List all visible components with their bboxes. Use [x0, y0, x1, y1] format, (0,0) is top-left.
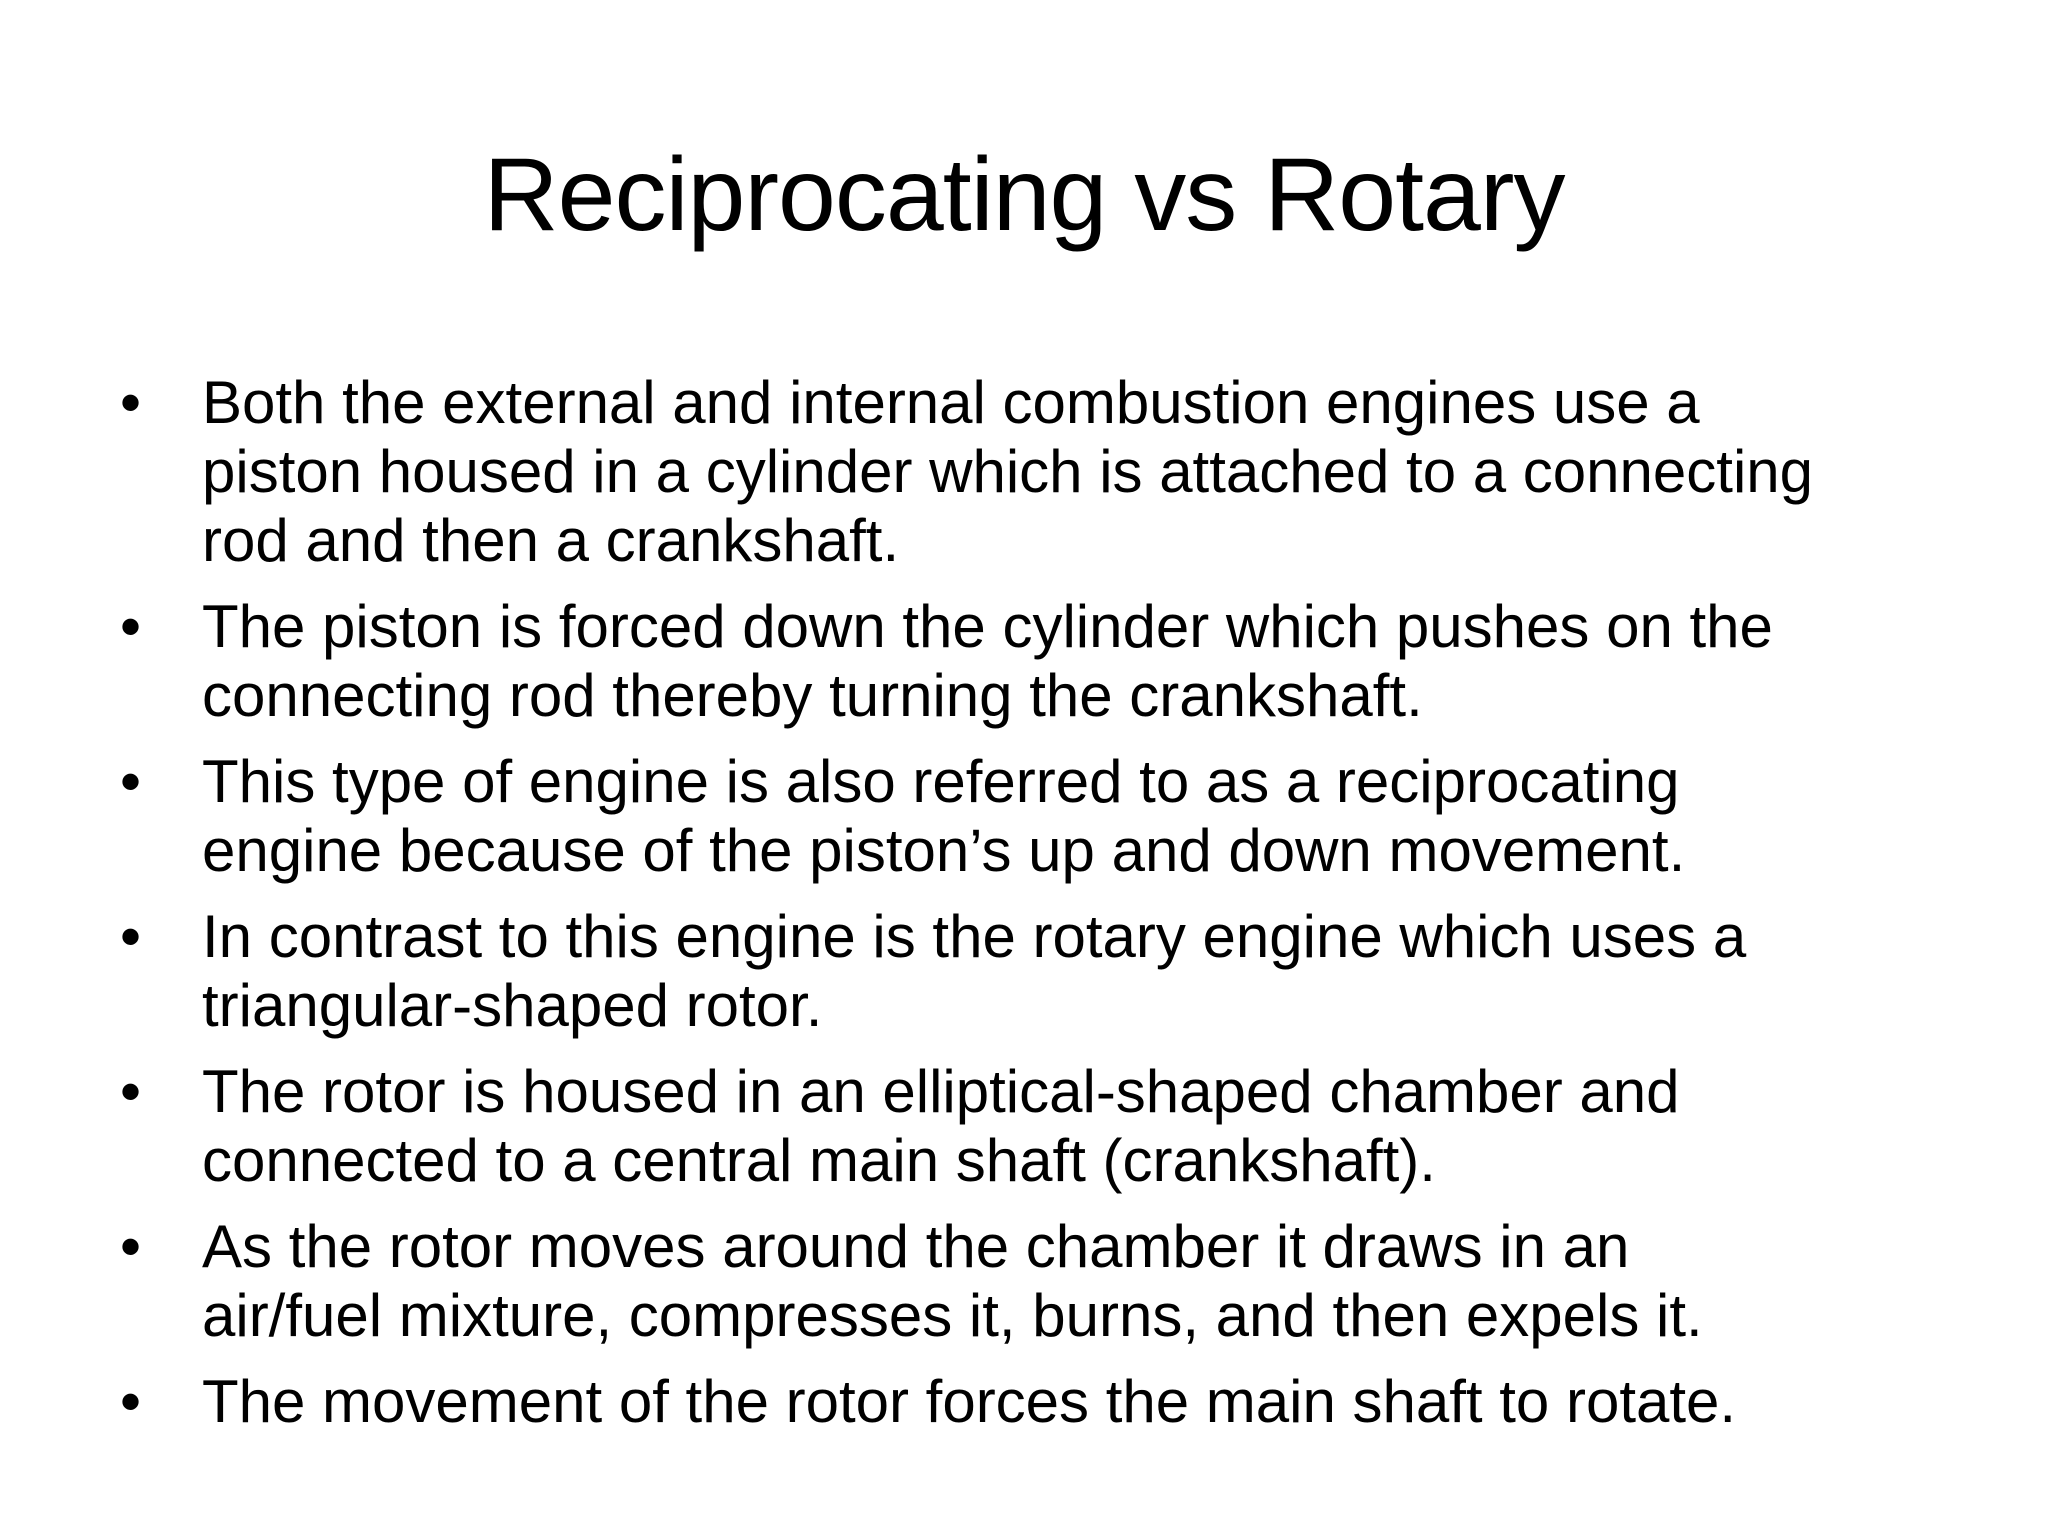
bullet-item [120, 592, 2000, 730]
bullet-dot-icon: • [120, 748, 142, 815]
bullet-text-line: As the rotor moves around the chamber it draws in an [202, 1213, 1630, 1280]
bullet-item [120, 1367, 2000, 1436]
bullet-text-line: connected to a central main shaft (crankshaft). [202, 1127, 1436, 1194]
bullet-dot-icon: • [120, 369, 142, 436]
bullet-text-line: piston housed in a cylinder which is attached to a connecting [202, 438, 1814, 505]
bullet-text-line: The movement of the rotor forces the main shaft to rotate. [202, 1368, 1737, 1435]
bullet-text-line: air/fuel mixture, compresses it, burns, and then expels it. [202, 1282, 1703, 1349]
bullet-text-line: connecting rod thereby turning the crankshaft. [202, 662, 1423, 729]
bullet-dot-icon: • [120, 1368, 142, 1435]
bullet-item [120, 1212, 2000, 1350]
bullet-text-line: rod and then a crankshaft. [202, 507, 900, 574]
bullet-item [120, 747, 2000, 885]
bullet-text-line: triangular-shaped rotor. [202, 972, 823, 1039]
bullet-text-line: The rotor is housed in an elliptical-shaped chamber and [202, 1058, 1680, 1125]
bullet-item [120, 1057, 2000, 1195]
slide-title: Reciprocating vs Rotary [483, 137, 1565, 253]
bullet-dot-icon: • [120, 1058, 142, 1125]
bullet-dot-icon: • [120, 1213, 142, 1280]
bullet-item [120, 902, 2000, 1040]
bullet-text-line: In contrast to this engine is the rotary engine which uses a [202, 903, 1747, 970]
bullet-text-line: Both the external and internal combustion engines use a [202, 369, 1700, 436]
bullet-dot-icon: • [120, 593, 142, 660]
bullet-list [120, 368, 2000, 1453]
bullet-text-line: This type of engine is also referred to as a reciprocating [202, 748, 1680, 815]
bullet-text-line: The piston is forced down the cylinder which pushes on the [202, 593, 1773, 660]
bullet-text-line: engine because of the piston’s up and down movement. [202, 817, 1686, 884]
bullet-item [120, 368, 2000, 575]
bullet-dot-icon: • [120, 903, 142, 970]
